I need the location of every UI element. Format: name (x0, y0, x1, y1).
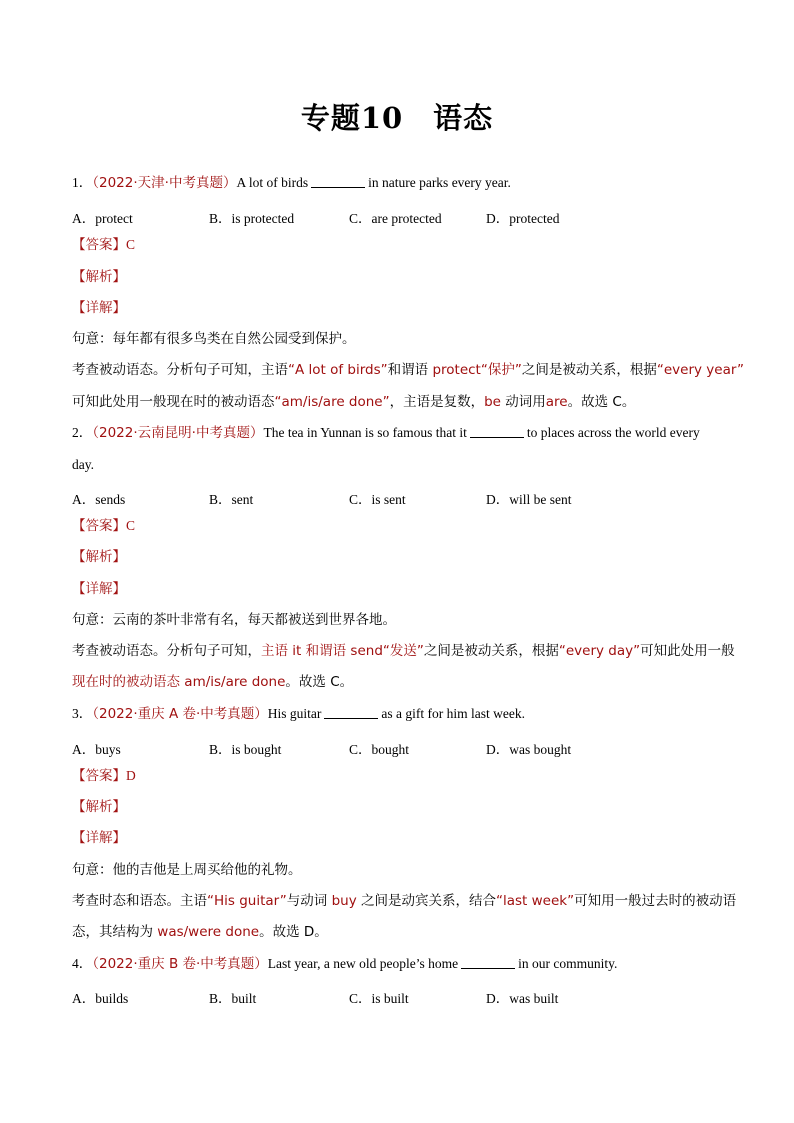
exp-text-red: be (484, 394, 501, 410)
detail-label (72, 299, 126, 317)
stem-text: to places across the world every (526, 425, 700, 440)
question-source: （2022·天津·中考真题） (92, 175, 237, 191)
exp-text: 。故选 C。 (567, 394, 636, 410)
explanation-line (72, 393, 635, 411)
answer-value: C (126, 237, 136, 252)
exp-text: 动词用 (500, 394, 546, 410)
option-c: C．are protected (349, 211, 442, 226)
exp-text-red: am/is/are done (180, 674, 286, 690)
stem-text: The tea in Yunnan is so famous that it (263, 425, 467, 440)
exp-text-red: “His guitar” (207, 893, 287, 909)
analysis-label-text: 【解析】 (72, 269, 126, 285)
answer-value: C (126, 518, 136, 533)
sentence-meaning: 句意：他的吉他是上周买给他的礼物。 (72, 862, 302, 878)
exp-text: 。故选 C。 (285, 674, 354, 690)
answer-blank (311, 175, 365, 188)
answer-line (72, 767, 136, 785)
option-c: C．is sent (349, 492, 406, 507)
exp-text-red: 主语 it 和谓语 send“发送” (261, 643, 424, 659)
option-b: B．is protected (209, 211, 295, 226)
detail-label (72, 829, 126, 847)
option-b: B．sent (209, 492, 254, 507)
exp-text-red: 现在时的被动语态 (72, 674, 180, 690)
explanation-line (72, 923, 328, 941)
exp-text-red: are (545, 394, 568, 410)
option-a: A．sends (72, 492, 126, 507)
question-source: （2022·云南昆明·中考真题） (92, 425, 264, 441)
exp-text-red: “am/is/are done” (274, 394, 390, 410)
stem-text: in our community. (518, 956, 618, 971)
question-source: （2022·重庆 A 卷·中考真题） (92, 706, 268, 722)
detail-label-text: 【详解】 (72, 581, 126, 597)
explanation-line (72, 642, 735, 660)
analysis-label-text: 【解析】 (72, 549, 126, 565)
explanation-line (72, 892, 736, 910)
exp-text: 。故选 D。 (259, 924, 328, 940)
exp-text-red: “A lot of birds” (288, 362, 388, 378)
answer-blank (470, 425, 524, 438)
option-a: A．builds (72, 991, 129, 1006)
question-2-stem (72, 424, 700, 442)
exp-text: 与动词 (286, 893, 328, 909)
exp-text-red: “every day” (558, 643, 641, 659)
answer-blank (461, 956, 515, 969)
exp-text-red: “every year” (656, 362, 744, 378)
detail-label-text: 【详解】 (72, 300, 126, 316)
page-title: 专题10 语态 (300, 101, 494, 135)
exp-text-red: “last week” (495, 893, 575, 909)
answer-label: 【答案】 (72, 518, 126, 534)
explanation-line (72, 673, 353, 691)
exp-text-red: was/were done (153, 924, 260, 940)
stem-text: as a gift for him last week. (381, 706, 525, 721)
exp-text: 考查被动语态。分析句子可知，主语 (72, 362, 288, 378)
exp-text: 可知此处用一般 (640, 643, 735, 659)
exp-text: ，主语是复数， (389, 394, 485, 410)
option-c: C．bought (349, 742, 410, 757)
option-a: A．buys (72, 742, 121, 757)
analysis-label-text: 【解析】 (72, 799, 126, 815)
exp-text: 考查时态和语态。主语 (72, 893, 207, 909)
analysis-label (72, 268, 126, 286)
sentence-meaning: 句意：每年都有很多鸟类在自然公园受到保护。 (72, 331, 356, 347)
explanation-line (72, 361, 744, 379)
answer-label: 【答案】 (72, 237, 126, 253)
question-4-stem (72, 955, 617, 973)
exp-text: 态，其结构为 (72, 924, 153, 940)
answer-label: 【答案】 (72, 768, 126, 784)
option-c: C．is built (349, 991, 409, 1006)
detail-label-text: 【详解】 (72, 830, 126, 846)
exp-text-red: buy (327, 893, 361, 909)
analysis-label (72, 548, 126, 566)
stem-text: in nature parks every year. (368, 175, 511, 190)
question-number: 4． (72, 956, 93, 971)
stem-text: A lot of birds (236, 175, 309, 190)
question-number: 1． (72, 175, 93, 190)
sentence-meaning: 句意：云南的茶叶非常有名，每天都被送到世界各地。 (72, 612, 396, 628)
analysis-label (72, 798, 126, 816)
question-number: 3． (72, 706, 93, 721)
option-a: A．protect (72, 211, 133, 226)
question-1-stem (72, 174, 511, 192)
stem-text: Last year, a new old people’s home (267, 956, 459, 971)
exp-text: 之间是被动关系，根据 (423, 643, 559, 659)
exp-text: 之间是被动关系，根据 (521, 362, 657, 378)
exp-text: 考查被动语态。分析句子可知， (72, 643, 261, 659)
question-source: （2022·重庆 B 卷·中考真题） (92, 956, 268, 972)
option-d: D．will be sent (486, 492, 572, 507)
option-d: D．was bought (486, 742, 572, 757)
exp-text-red: protect“保护” (428, 362, 522, 378)
option-b: B．built (209, 991, 257, 1006)
answer-line (72, 517, 135, 535)
question-number: 2． (72, 425, 93, 440)
exp-text: 和谓语 (387, 362, 429, 378)
detail-label (72, 580, 126, 598)
option-d: D．protected (486, 211, 560, 226)
question-3-stem (72, 705, 525, 723)
exp-text: 可知此处用一般现在时的被动语态 (72, 394, 275, 410)
answer-blank (324, 706, 378, 719)
exp-text: 之间是动宾关系，结合 (360, 893, 496, 909)
answer-line (72, 236, 135, 254)
stem-text: His guitar (267, 706, 322, 721)
option-b: B．is bought (209, 742, 282, 757)
option-d: D．was built (486, 991, 559, 1006)
stem-continuation: day. (72, 457, 94, 472)
answer-value: D (126, 768, 136, 783)
exp-text: 可知用一般过去时的被动语 (574, 893, 737, 909)
